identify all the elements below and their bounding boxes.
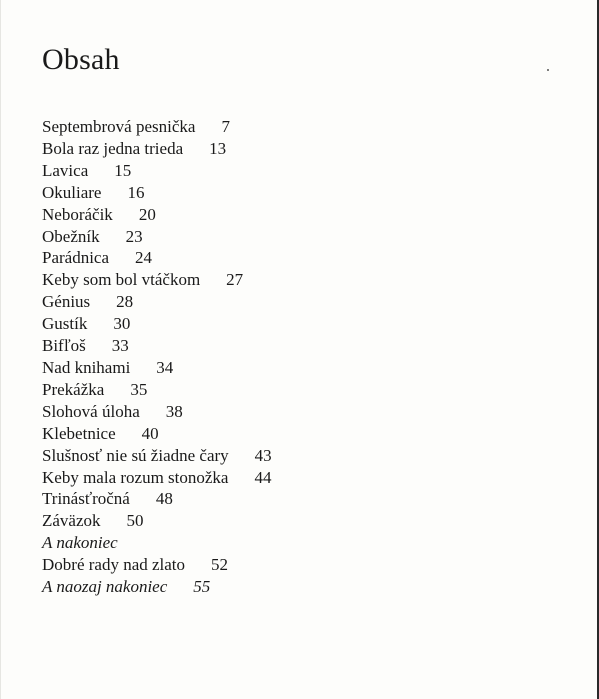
toc-entry <box>42 467 272 489</box>
toc-entry-page: 20 <box>138 204 156 224</box>
toc-entry <box>42 335 272 357</box>
toc-entry-page: 28 <box>116 292 134 312</box>
toc-entry-title: Bifľoš <box>42 336 86 356</box>
toc-entry-page: 55 <box>193 577 211 597</box>
toc-entry-title: Klebetnice <box>42 423 116 443</box>
toc-entry-title: Bola raz jedna trieda <box>42 138 184 158</box>
toc-entry-title: Génius <box>42 292 91 312</box>
toc-entry-page: 33 <box>111 336 129 356</box>
page-title: Obsah <box>42 43 120 76</box>
toc-entry-title: A nakoniec <box>42 533 118 553</box>
toc-entry-page: 24 <box>135 248 153 268</box>
toc-entry-title: Parádnica <box>42 248 110 268</box>
toc-entry-page: 30 <box>113 314 131 334</box>
toc-entry <box>42 510 272 532</box>
toc-entry <box>42 247 272 269</box>
toc-entry-title: Prekážka <box>42 379 105 399</box>
toc-entry-title: Nad knihami <box>42 357 131 377</box>
toc-entry <box>42 554 272 576</box>
toc-entry-page: 23 <box>125 226 143 246</box>
toc-entry-page: 44 <box>254 467 272 487</box>
toc-entry <box>42 226 272 248</box>
toc-entry-title: Dobré rady nad zlato <box>42 555 186 575</box>
toc-entry-title: Keby mala rozum stonožka <box>42 467 229 487</box>
toc-entry-page: 40 <box>141 423 159 443</box>
toc-entry <box>42 357 272 379</box>
toc-entry <box>42 138 272 160</box>
toc-entry-page: 48 <box>155 489 173 509</box>
toc-entry-title: Keby som bol vtáčkom <box>42 270 201 290</box>
toc-entry-page: 34 <box>156 357 174 377</box>
toc-entry-title: Slohová úloha <box>42 401 140 421</box>
scan-speck <box>547 69 549 71</box>
toc-entry <box>42 182 272 204</box>
toc-entry-title: Slušnosť nie sú žiadne čary <box>42 445 229 465</box>
toc-entry-page: 27 <box>226 270 244 290</box>
toc-entry <box>42 269 272 291</box>
toc-entry-title: Okuliare <box>42 182 102 202</box>
toc-entry <box>42 116 272 138</box>
toc-entry <box>42 160 272 182</box>
toc-entry-page: 13 <box>209 138 227 158</box>
page-left-edge <box>0 0 1 699</box>
toc-entry <box>42 379 272 401</box>
toc-entry <box>42 313 272 335</box>
toc-entry-page: 7 <box>221 117 230 136</box>
toc-entry <box>42 488 272 510</box>
toc-entry-title: Trinásťročná <box>42 489 130 509</box>
toc-entry-page: 50 <box>126 511 144 531</box>
toc-entry <box>42 445 272 467</box>
toc-entry-page: 35 <box>130 379 148 399</box>
toc-section-heading <box>42 532 272 554</box>
toc-entry-title: Neboráčik <box>42 204 113 224</box>
toc-entry-page: 52 <box>211 555 229 575</box>
toc-entry <box>42 401 272 423</box>
toc-entry-page: 38 <box>165 401 183 421</box>
toc-entry-title: Septembrová pesnička <box>42 117 196 136</box>
toc-entry-title: Obežník <box>42 226 100 246</box>
toc-entry-title: Lavica <box>42 160 89 180</box>
toc-entry <box>42 204 272 226</box>
toc-entry <box>42 576 272 598</box>
toc-entry-title: Gustík <box>42 314 88 334</box>
toc-entry <box>42 291 272 313</box>
toc-entry-title: Záväzok <box>42 511 101 531</box>
toc-entry-title: A naozaj nakoniec <box>42 577 168 597</box>
toc-entry-page: 43 <box>254 445 272 465</box>
toc-entry-page: 15 <box>114 160 132 180</box>
table-of-contents <box>42 116 272 598</box>
toc-entry-page: 16 <box>127 182 145 202</box>
toc-entry <box>42 423 272 445</box>
